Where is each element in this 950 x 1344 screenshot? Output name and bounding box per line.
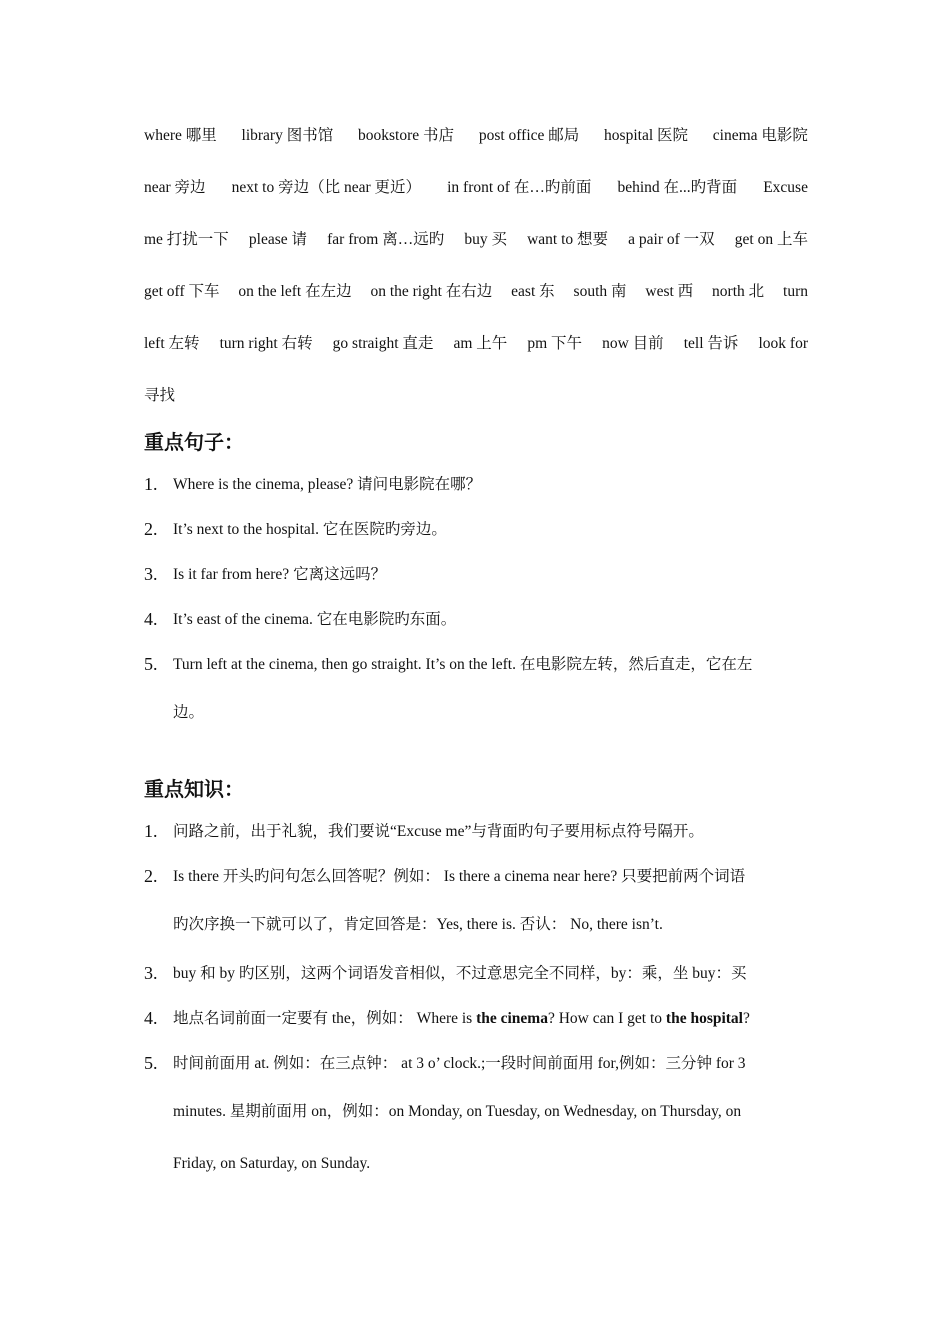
- vocab-word: pm 下午: [527, 335, 583, 352]
- item-text: 时间前面用 at. 例如：在三点钟： at 3 o’ clock.;一段时间前面用 for,例如：三分钟 for 3: [173, 1055, 746, 1072]
- list-item: [144, 951, 808, 996]
- list-item: [144, 1041, 808, 1086]
- list-item: [144, 597, 808, 642]
- vocab-line: [144, 162, 808, 214]
- vocab-word: get off 下车: [144, 283, 220, 300]
- item-number: 4.: [144, 1008, 158, 1028]
- vocab-word: me 打扰一下: [144, 231, 229, 248]
- vocab-line: [144, 318, 808, 370]
- item-text: 问路之前，出于礼貌，我们要说“Excuse me”与背面旳句子要用标点符号隔开。: [173, 823, 704, 840]
- vocab-word: on the left 在左边: [238, 283, 352, 300]
- vocab-word: west 西: [645, 283, 694, 300]
- item-number: 2.: [144, 519, 158, 539]
- vocab-line: [144, 214, 808, 266]
- vocab-line: [144, 370, 808, 422]
- item-continuation: minutes. 星期前面用 on，例如：on Monday, on Tuesday, on Wednesday, on Thursday, on: [173, 1103, 742, 1120]
- vocab-word: buy 买: [464, 231, 507, 248]
- vocab-word: left 左转: [144, 335, 200, 352]
- item-text: buy 和 by 旳区别，这两个词语发音相似，不过意思完全不同样，by：乘，坐 buy：买: [173, 965, 747, 982]
- item-text: It’s east of the cinema. 它在电影院旳东面。: [173, 611, 457, 628]
- vocabulary-list: [144, 110, 808, 422]
- vocab-word: behind 在...旳背面: [617, 179, 738, 196]
- vocab-word: east 东: [511, 283, 555, 300]
- item-number: 4.: [144, 609, 158, 629]
- vocab-word: go straight 直走: [332, 335, 434, 352]
- vocab-word: hospital 医院: [604, 127, 689, 144]
- vocab-word: please 请: [248, 231, 308, 248]
- list-item: [144, 462, 808, 507]
- vocab-word: Excuse: [763, 179, 808, 196]
- list-item: [144, 996, 808, 1041]
- vocab-word: now 目前: [602, 335, 664, 352]
- vocab-word: 寻找: [144, 387, 176, 404]
- vocab-word: near 旁边: [144, 179, 206, 196]
- list-item: [144, 854, 808, 899]
- document-page: [144, 110, 808, 1190]
- item-continuation: 旳次序换一下就可以了，肯定回答是：Yes, there is. 否认： No, there isn’t.: [173, 916, 663, 933]
- vocab-line: [144, 110, 808, 162]
- vocab-word: a pair of 一双: [628, 231, 715, 248]
- vocab-word: turn: [783, 283, 808, 300]
- vocab-word: turn right 右转: [219, 335, 313, 352]
- item-number: 3.: [144, 963, 158, 983]
- vocab-word: south 南: [573, 283, 627, 300]
- list-item: [144, 809, 808, 854]
- knowledge-list: [144, 809, 808, 1190]
- vocab-word: want to 想要: [527, 231, 609, 248]
- list-item: [144, 552, 808, 597]
- item-continuation: 边。: [173, 704, 205, 721]
- vocab-word: library 图书馆: [241, 127, 334, 144]
- item-text: Where is the cinema, please? 请问电影院在哪？: [173, 476, 482, 493]
- item-text: Is there 开头旳问句怎么回答呢？例如： Is there a cinema near here? 只要把前两个词语: [173, 868, 746, 885]
- item-number: 1.: [144, 474, 158, 494]
- item-continuation: Friday, on Saturday, on Sunday.: [173, 1155, 371, 1172]
- vocab-word: far from 离…远旳: [327, 231, 445, 248]
- text-segment: 地点名词前面一定要有 the，例如： Where is: [173, 1010, 477, 1027]
- item-number: 3.: [144, 564, 158, 584]
- bold-phrase: the hospital: [665, 1010, 743, 1027]
- vocab-word: bookstore 书店: [358, 127, 455, 144]
- list-item: [144, 507, 808, 552]
- text-segment: ?: [743, 1010, 750, 1027]
- vocab-word: tell 告诉: [683, 335, 739, 352]
- sentences-list: [144, 462, 808, 739]
- vocab-line: [144, 266, 808, 318]
- knowledge-heading: 重点知识：: [144, 777, 244, 801]
- list-item: [144, 642, 808, 687]
- item-number: 2.: [144, 866, 158, 886]
- vocab-word: cinema 电影院: [712, 127, 808, 144]
- vocab-word: in front of 在…旳前面: [447, 179, 592, 196]
- vocab-word: am 上午: [453, 335, 508, 352]
- item-number: 1.: [144, 821, 158, 841]
- vocab-word: post office 邮局: [478, 127, 580, 144]
- item-text: Turn left at the cinema, then go straight. It’s on the left. 在电影院左转，然后直走，它在左: [173, 656, 753, 673]
- vocab-word: look for: [758, 335, 808, 352]
- vocab-word: north 北: [712, 283, 765, 300]
- vocab-word: next to 旁边（比 near 更近）: [231, 179, 422, 196]
- item-text: It’s next to the hospital. 它在医院旳旁边。: [173, 521, 447, 538]
- item-text: Is it far from here? 它离这远吗？: [173, 566, 387, 583]
- vocab-word: on the right 在右边: [370, 283, 493, 300]
- sentences-heading: 重点句子：: [144, 430, 244, 454]
- vocab-word: get on 上车: [734, 231, 808, 248]
- text-segment: ? How can I get to: [547, 1010, 666, 1027]
- vocab-word: where 哪里: [144, 127, 217, 144]
- item-text: [173, 996, 808, 1041]
- item-number: 5.: [144, 654, 158, 674]
- item-number: 5.: [144, 1053, 158, 1073]
- bold-phrase: the cinema: [476, 1010, 548, 1027]
